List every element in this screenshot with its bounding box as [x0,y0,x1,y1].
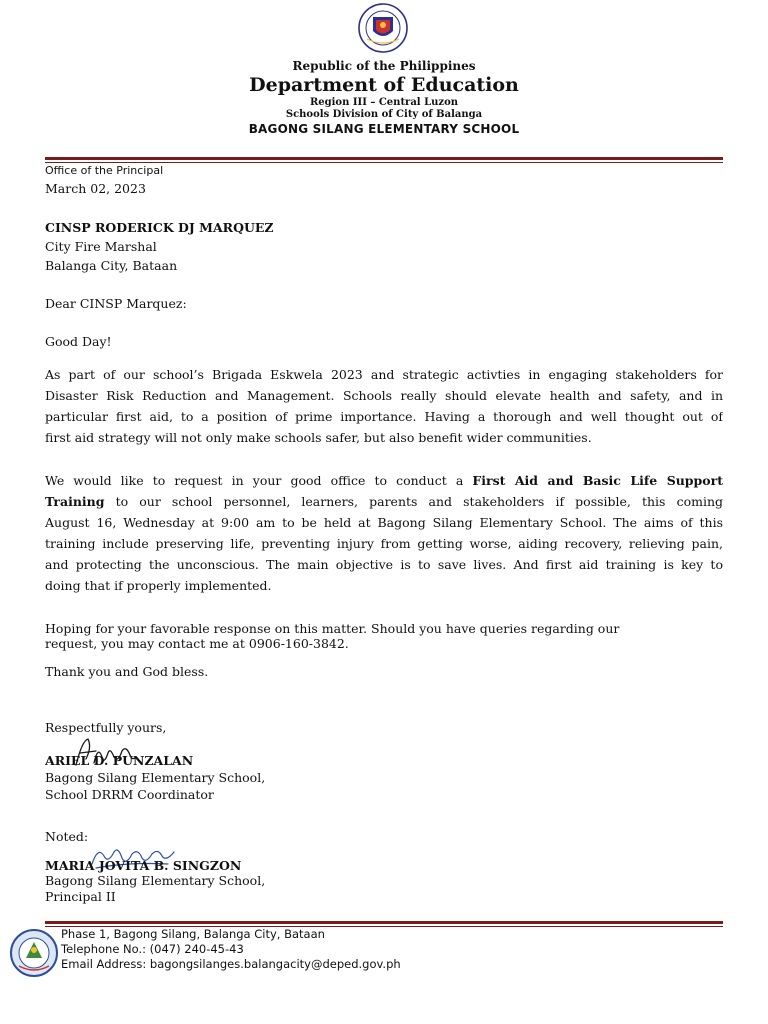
paragraph-hoping-line: Hoping for your favorable response on this matter. Should you have queries regarding our [45,621,620,636]
deped-seal-logo [353,3,413,53]
letter-date: March 02, 2023 [45,181,146,196]
office-label: Office of the Principal [45,164,164,177]
region-heading: Region III – Central Luzon [309,97,459,108]
paragraph-line: Training to our school personnel, learners, parents and stakeholders if possible, this coming [45,494,723,509]
paragraph-line: particular first aid, to a position of prime importance. Having a thorough and well thought out of [45,409,723,424]
school-seal-logo [9,928,59,978]
closing-line: Respectfully yours, [45,720,167,735]
footer-address: Phase 1, Bagong Silang, Balanga City, Bataan [61,927,325,941]
school-heading: BAGONG SILANG ELEMENTARY SCHOOL [248,122,520,136]
recipient-name: CINSP RODERICK DJ MARQUEZ [45,220,274,235]
division-heading: Schools Division of City of Balanga [285,109,483,120]
thanks-line: Thank you and God bless. [45,664,209,679]
footer-telephone: Telephone No.: (047) 240-45-43 [61,942,244,956]
signatory1-name: ARIEL D. PUNZALAN [45,753,194,768]
paragraph-line: Disaster Risk Reduction and Management. Schools really should elevate health and safety, and in [45,388,723,403]
signatory1-position: School DRRM Coordinator [45,787,214,802]
noted-label: Noted: [45,829,89,844]
signatory2-org: Bagong Silang Elementary School, [45,873,266,888]
paragraph-line: As part of our school’s Brigada Eskwela 2023 and strategic activties in engaging stakeholders for [45,367,723,382]
paragraph-brigada [45,364,723,448]
signatory2-name: MARIA JOVITA B. SINGZON [45,858,242,873]
paragraph-line: and protecting the unconscious. The main objective is to save lives. And first aid training is key to [45,557,723,572]
paragraph-line: training include preserving life, preventing injury from getting worse, aiding recovery, relieving pain, [45,536,723,551]
training-title: Training [45,494,105,509]
paragraph-hoping-line: request, you may contact me at 0906-160-3842. [45,636,349,651]
greeting: Good Day! [45,334,112,349]
recipient-address: Balanga City, Bataan [45,258,178,273]
footer-email: Email Address: bagongsilanges.balangacity@deped.gov.ph [61,957,401,971]
signatory2-position: Principal II [45,889,116,904]
paragraph-line: doing that if properly implemented. [45,578,272,593]
recipient-title: City Fire Marshal [45,239,157,254]
republic-heading: Republic of the Philippines [292,59,476,73]
salutation: Dear CINSP Marquez: [45,296,187,311]
header-divider [45,157,723,163]
department-heading: Department of Education [249,74,519,96]
paragraph-line: first aid strategy will not only make schools safer, but also benefit wider communities. [45,430,592,445]
paragraph-request [45,470,723,596]
paragraph-line: August 16, Wednesday at 9:00 am to be held at Bagong Silang Elementary School. The aims of this [45,515,723,530]
paragraph-line: We would like to request in your good office to conduct a First Aid and Basic Life Support [45,473,723,488]
signatory1-org: Bagong Silang Elementary School, [45,770,266,785]
training-title: First Aid and Basic Life Support [472,473,723,488]
